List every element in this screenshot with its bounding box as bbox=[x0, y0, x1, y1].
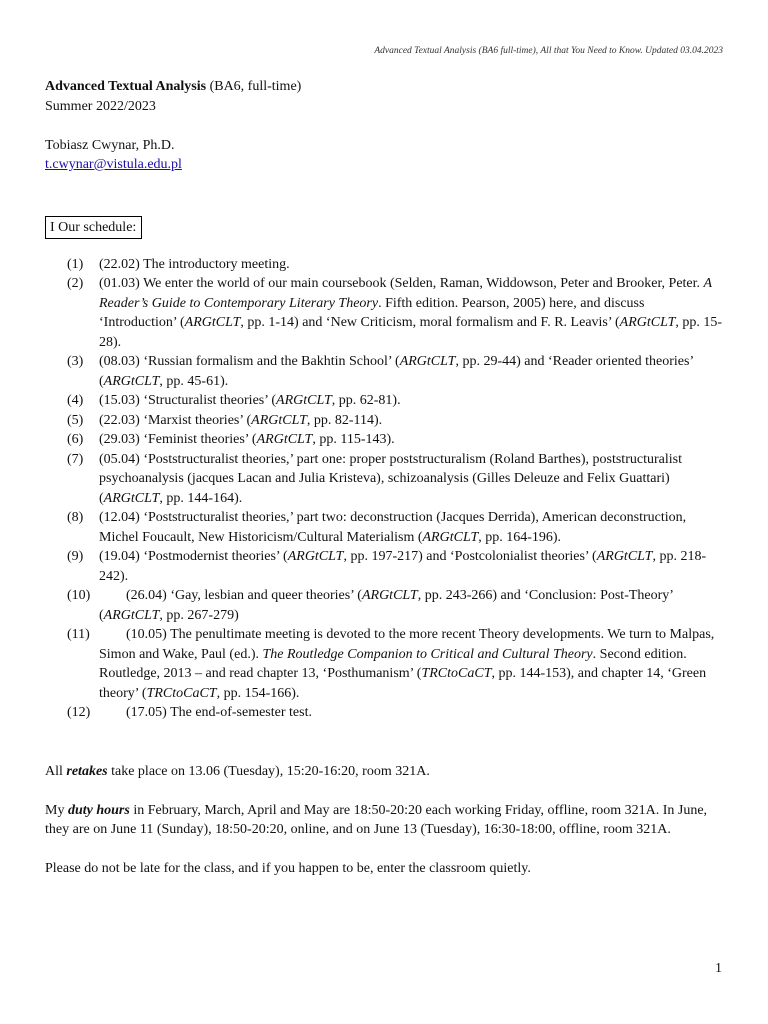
duty-hours-emphasis: duty hours bbox=[67, 802, 130, 818]
schedule-item-text: (12.04) ‘Poststructuralist theories,’ part two: deconstruction (Jacques Derrida), American deconstruction, Michel Foucault, New Historicism/Cultural Materialism (ARGtCLT, pp. 164-196). bbox=[99, 510, 687, 545]
running-header: Advanced Textual Analysis (BA6 full-time), All that You Need to Know. Updated 03.04.2023 bbox=[374, 46, 723, 56]
schedule-item-text: (19.04) ‘Postmodernist theories’ (ARGtCLT, pp. 197-217) and ‘Postcolonialist theories’ (ARGtCLT, pp. 218-242). bbox=[99, 549, 707, 584]
schedule-item-number: (6) bbox=[67, 432, 84, 447]
retakes-emphasis: retakes bbox=[66, 763, 108, 779]
schedule-item-number: (5) bbox=[67, 412, 84, 428]
schedule-item-number: (2) bbox=[67, 276, 84, 291]
schedule-item-text: (29.03) ‘Feminist theories’ (ARGtCLT, pp. 115-143). bbox=[99, 432, 395, 447]
page-number: 1 bbox=[715, 961, 722, 976]
schedule-item bbox=[45, 255, 725, 275]
schedule-item-number: (12) bbox=[67, 705, 91, 720]
schedule-item-number: (11) bbox=[67, 627, 90, 642]
schedule-item bbox=[45, 430, 725, 450]
schedule-item-number: (8) bbox=[67, 510, 84, 525]
duty-hours-paragraph: My duty hours in February, March, April and May are 18:50-20:20 each working Friday, offline, room 321A. In June, they are on June 11 (Sunday), 18:50-20:20, online, and on June 13 (Tuesday), 16:30-18:00, offline, room 321A. bbox=[45, 802, 708, 837]
schedule-item-text: (01.03) We enter the world of our main coursebook (Selden, Raman, Widdowson, Peter and Brooker, Peter. A Reader’s Guide to Contemporary Literary Theory. Fifth edition. Pearson, 2005) here, and discuss ‘Introduction’ (ARGtCLT, pp. 1-14) and ‘New Criticism, moral formalism and F. R. Leavis’ (ARGtCLT, pp. 15-28). bbox=[99, 276, 723, 350]
schedule-item-text: (10.05) The penultimate meeting is devoted to the more recent Theory developments. We turn to Malpas, Simon and Wake, Paul (ed.). The Routledge Companion to Critical and Cultural Theory. Second edition. Routledge, 2013 – and read chapter 13, ‘Posthumanism’ (TRCtoCaCT, pp. 144-153), and chapter 14, ‘Green theory’ (TRCtoCaCT, pp. 154-166). bbox=[99, 627, 715, 701]
schedule-item bbox=[45, 703, 725, 723]
retakes-paragraph: All retakes take place on 13.06 (Tuesday), 15:20-16:20, room 321A. bbox=[45, 763, 430, 779]
course-title-line bbox=[45, 77, 725, 97]
schedule-item bbox=[45, 625, 725, 703]
schedule-item bbox=[45, 274, 725, 352]
schedule-item bbox=[45, 411, 725, 431]
instructor-email-link[interactable]: t.cwynar@vistula.edu.pl bbox=[45, 157, 182, 172]
schedule-item bbox=[45, 586, 725, 625]
course-title: Advanced Textual Analysis bbox=[45, 79, 207, 94]
schedule-item-text: (22.02) The introductory meeting. bbox=[99, 256, 290, 272]
instructor-name: Tobiasz Cwynar, Ph.D. bbox=[45, 137, 175, 153]
schedule-item bbox=[45, 450, 725, 509]
schedule-item bbox=[45, 508, 725, 547]
schedule-item-number: (3) bbox=[67, 354, 84, 369]
schedule-item-number: (1) bbox=[67, 256, 84, 272]
schedule-item bbox=[45, 547, 725, 586]
schedule-item-number: (10) bbox=[67, 588, 91, 603]
schedule-item-number: (4) bbox=[67, 393, 84, 408]
schedule-item bbox=[45, 352, 725, 391]
schedule-list bbox=[45, 255, 725, 723]
schedule-item-number: (9) bbox=[67, 549, 84, 564]
schedule-item-text: (17.05) The end-of-semester test. bbox=[126, 705, 312, 720]
course-mode: (BA6, full-time) bbox=[206, 79, 302, 94]
schedule-item-text: (08.03) ‘Russian formalism and the Bakhtin School’ (ARGtCLT, pp. 29-44) and ‘Reader oriented theories’ (ARGtCLT, pp. 45-61). bbox=[99, 354, 694, 389]
schedule-item-text: (15.03) ‘Structuralist theories’ (ARGtCLT, pp. 62-81). bbox=[99, 393, 401, 408]
schedule-item-number: (7) bbox=[67, 451, 84, 467]
schedule-item-text: (22.03) ‘Marxist theories’ (ARGtCLT, pp. 82-114). bbox=[99, 412, 383, 428]
document-body bbox=[45, 77, 725, 879]
schedule-item-text: (05.04) ‘Poststructuralist theories,’ part one: proper poststructuralism (Roland Barthes), poststructuralist psychoanalysis (jacques Lacan and Julia Kristeva), schizoanalysis (Gilles Deleuze and Felix Guattari) (ARGtCLT, pp. 144-164). bbox=[99, 451, 682, 506]
semester: Summer 2022/2023 bbox=[45, 98, 156, 114]
closing-paragraph: Please do not be late for the class, and if you happen to be, enter the classroom quietly. bbox=[45, 861, 531, 876]
schedule-heading: I Our schedule: bbox=[45, 216, 142, 239]
schedule-item bbox=[45, 391, 725, 411]
schedule-item-text: (26.04) ‘Gay, lesbian and queer theories’ (ARGtCLT, pp. 243-266) and ‘Conclusion: Post-Theory’ (ARGtCLT, pp. 267-279) bbox=[99, 588, 673, 623]
